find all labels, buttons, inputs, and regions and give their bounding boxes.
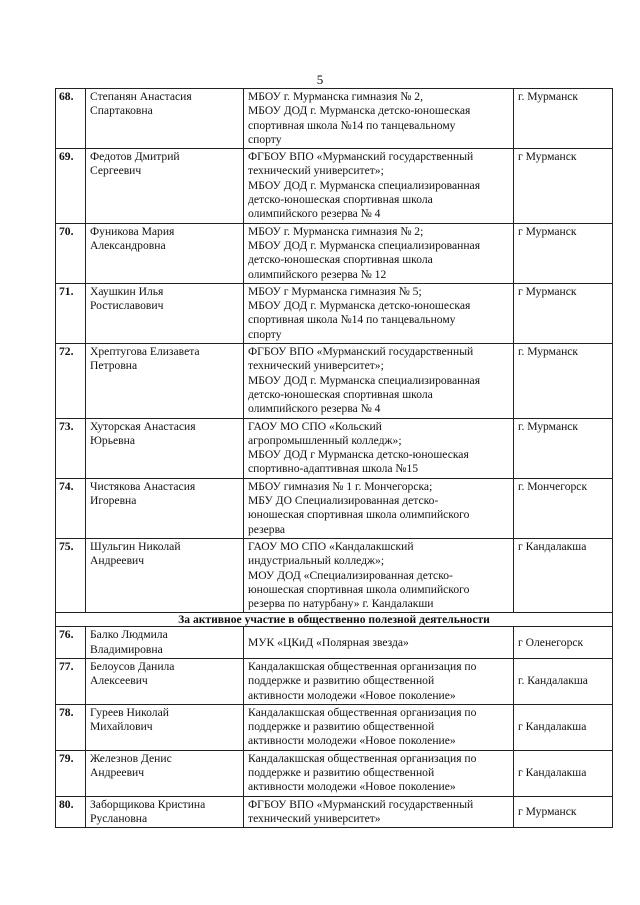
row-number: 74.: [56, 478, 86, 538]
table-body-main: [56, 89, 613, 613]
person-name: Фуникова Мария Александровна: [86, 223, 244, 283]
table-row: [56, 796, 613, 828]
table-row: [56, 658, 613, 704]
table-row: [56, 704, 613, 750]
person-name: Хаушкин Илья Ростиславович: [86, 283, 244, 343]
table-row: [56, 149, 613, 223]
page-number: 5: [316, 72, 324, 87]
table-row: [56, 478, 613, 538]
person-name: Степанян Анастасия Спартаковна: [86, 89, 244, 149]
person-name: Гуреев Николай Михайлович: [86, 704, 244, 750]
row-number: 78.: [56, 704, 86, 750]
row-number: 68.: [56, 89, 86, 149]
city: г. Мурманск: [514, 344, 613, 418]
organization: ГАОУ МО СПО «Кандалакшский индустриальный колледж»; МОУ ДОД «Специализированная детско- юношеская спортивная школа олимпийского резерва по натурбану» г. Кандалакши: [244, 538, 514, 612]
city: г Мурманск: [514, 283, 613, 343]
city: г Кандалакша: [514, 750, 613, 796]
person-name: Шульгин Николай Андреевич: [86, 538, 244, 612]
table-row: [56, 89, 613, 149]
row-number: 72.: [56, 344, 86, 418]
organization: МБОУ г Мурманска гимназия № 5; МБОУ ДОД г. Мурманска детско-юношеская спортивная школа №14 по танцевальному спорту: [244, 283, 514, 343]
awards-table: [55, 88, 613, 828]
organization: МБОУ г. Мурманска гимназия № 2, МБОУ ДОД г. Мурманска детско-юношеская спортивная школа №14 по танцевальному спорту: [244, 89, 514, 149]
organization: ФГБОУ ВПО «Мурманский государственный технический университет»; МБОУ ДОД г. Мурманска специализированная детско-юношеская спортивная школа олимпийского резерва № 4: [244, 149, 514, 223]
person-name: Белоусов Данила Алексеевич: [86, 658, 244, 704]
organization: Кандалакшская общественная организация по поддержке и развитию общественной активности молодежи «Новое поколение»: [244, 750, 514, 796]
row-number: 70.: [56, 223, 86, 283]
table-section: [56, 613, 613, 627]
table-row: [56, 538, 613, 612]
row-number: 77.: [56, 658, 86, 704]
city: г Мурманск: [514, 149, 613, 223]
organization: МУК «ЦКиД «Полярная звезда»: [244, 627, 514, 659]
table-row: [56, 344, 613, 418]
person-name: Балко Людмила Владимировна: [86, 627, 244, 659]
person-name: Хрептугова Елизавета Петровна: [86, 344, 244, 418]
table-row: [56, 750, 613, 796]
organization: МБОУ г. Мурманска гимназия № 2; МБОУ ДОД г. Мурманска специализированная детско-юношеская спортивная школа олимпийского резерва № 12: [244, 223, 514, 283]
table-body-activity: [56, 627, 613, 828]
section-row: [56, 613, 613, 627]
organization: ГАОУ МО СПО «Кольский агропромышленный колледж»; МБОУ ДОД г Мурманска детско-юношеская спортивно-адаптивная школа №15: [244, 418, 514, 478]
row-number: 69.: [56, 149, 86, 223]
city: г. Мурманск: [514, 89, 613, 149]
city: г Мурманск: [514, 223, 613, 283]
section-title: За активное участие в общественно полезной деятельности: [56, 613, 613, 627]
organization: МБОУ гимназия № 1 г. Мончегорска; МБУ ДО Специализированная детско- юношеская спортивная школа олимпийского резерва: [244, 478, 514, 538]
organization: ФГБОУ ВПО «Мурманский государственный технический университет»: [244, 796, 514, 828]
table-row: [56, 283, 613, 343]
organization: Кандалакшская общественная организация по поддержке и развитию общественной активности молодежи «Новое поколение»: [244, 658, 514, 704]
row-number: 80.: [56, 796, 86, 828]
row-number: 76.: [56, 627, 86, 659]
city: г Кандалакша: [514, 538, 613, 612]
table-row: [56, 223, 613, 283]
city: г Оленегорск: [514, 627, 613, 659]
person-name: Чистякова Анастасия Игоревна: [86, 478, 244, 538]
row-number: 71.: [56, 283, 86, 343]
table-row: [56, 418, 613, 478]
city: г. Мончегорск: [514, 478, 613, 538]
row-number: 79.: [56, 750, 86, 796]
person-name: Заборщикова Кристина Руслановна: [86, 796, 244, 828]
person-name: Железнов Денис Андреевич: [86, 750, 244, 796]
city: г. Кандалакша: [514, 658, 613, 704]
person-name: Хуторская Анастасия Юрьевна: [86, 418, 244, 478]
city: г. Мурманск: [514, 418, 613, 478]
person-name: Федотов Дмитрий Сергеевич: [86, 149, 244, 223]
city: г Кандалакша: [514, 704, 613, 750]
organization: ФГБОУ ВПО «Мурманский государственный технический университет»; МБОУ ДОД г. Мурманска специализированная детско-юношеская спортивная школа олимпийского резерва № 4: [244, 344, 514, 418]
organization: Кандалакшская общественная организация по поддержке и развитию общественной активности молодежи «Новое поколение»: [244, 704, 514, 750]
table-row: [56, 627, 613, 659]
row-number: 75.: [56, 538, 86, 612]
row-number: 73.: [56, 418, 86, 478]
city: г Мурманск: [514, 796, 613, 828]
